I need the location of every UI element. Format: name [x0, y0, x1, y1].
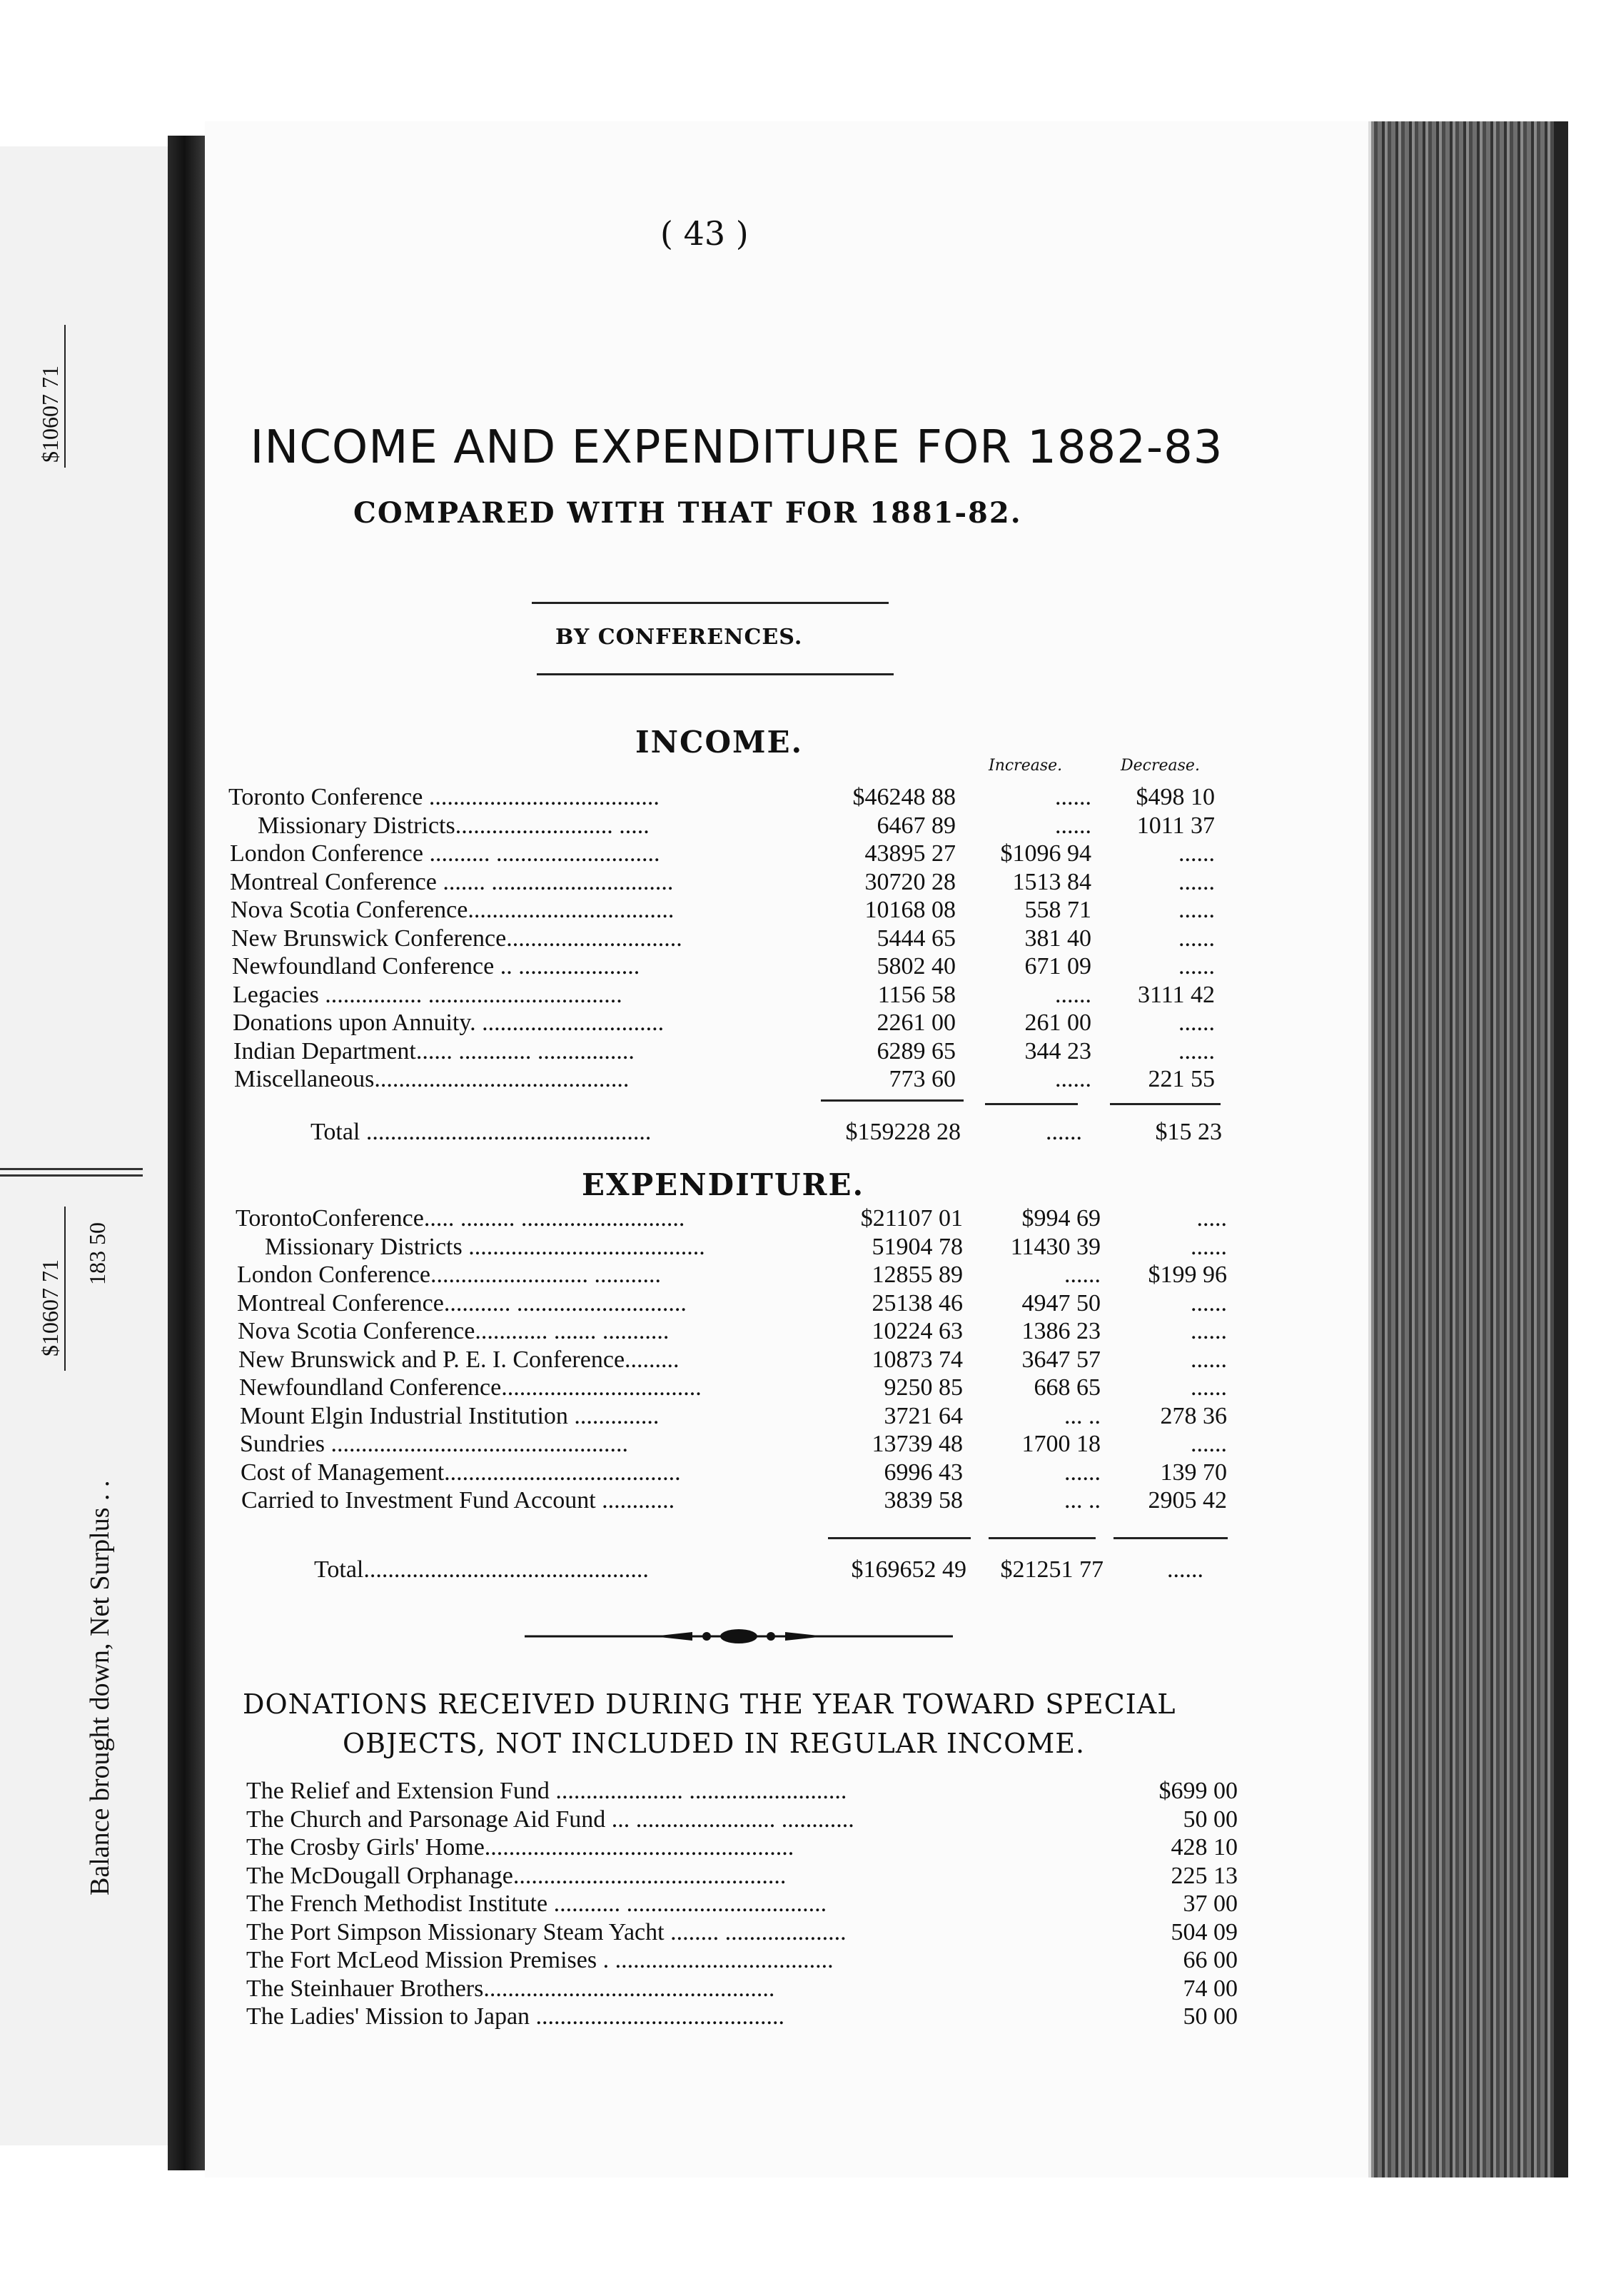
income-total-amount: $159228 28 [845, 1119, 961, 1145]
income-decrease: ...... [1178, 897, 1215, 923]
donation-row [0, 1778, 1616, 1805]
expenditure-decrease: 139 70 [1160, 1459, 1227, 1486]
section-heading: BY CONFERENCES. [555, 625, 803, 650]
page-title: INCOME AND EXPENDITURE FOR 1882-83 [250, 421, 1223, 474]
income-row [0, 1038, 1616, 1065]
expenditure-row [0, 1403, 1616, 1430]
income-increase: 381 40 [1024, 925, 1091, 952]
donation-row [0, 1890, 1616, 1918]
expenditure-amount: 10873 74 [872, 1346, 963, 1373]
donation-row [0, 1806, 1616, 1833]
donations-title-line1: DONATIONS RECEIVED DURING THE YEAR TOWARD SPECIAL [243, 1688, 1176, 1720]
income-amount: 6289 65 [877, 1037, 956, 1064]
expenditure-label: Missionary Districts ....................................... [265, 1233, 705, 1260]
decrease-column-header: Decrease. [1121, 757, 1200, 775]
expenditure-label: Sundries ................................................. [240, 1431, 628, 1457]
expenditure-label: Nova Scotia Conference............ ....... ........... [238, 1318, 670, 1344]
expenditure-label: Mount Elgin Industrial Institution .............. [240, 1402, 660, 1429]
income-label: Montreal Conference ....... .............................. [230, 868, 674, 895]
expenditure-amount: 9250 85 [884, 1374, 963, 1401]
expenditure-label: Montreal Conference........... ............................ [237, 1289, 687, 1316]
donation-amount: 504 09 [1171, 1918, 1238, 1945]
increase-column-header: Increase. [989, 757, 1063, 775]
expenditure-increase: ...... [1064, 1459, 1101, 1486]
donation-label: The Ladies' Mission to Japan ......................................... [246, 2003, 785, 2030]
expenditure-label: Newfoundland Conference................................. [239, 1374, 702, 1401]
income-increase: ...... [1055, 812, 1091, 839]
income-total-decrease: $15 23 [1155, 1119, 1222, 1145]
expenditure-row [0, 1290, 1616, 1317]
expenditure-increase: 3647 57 [1021, 1346, 1101, 1373]
expenditure-increase: 1700 18 [1021, 1431, 1101, 1457]
income-decrease: ...... [1178, 840, 1215, 867]
donation-row [0, 1975, 1616, 2003]
expenditure-decrease: ...... [1191, 1233, 1227, 1260]
income-sum-rule-amount [821, 1099, 964, 1102]
expenditure-decrease: ...... [1191, 1431, 1227, 1457]
left-page-double-rule-bottom [0, 1174, 143, 1177]
income-sum-rule-increase [985, 1103, 1078, 1105]
section-rule-bottom [537, 673, 894, 675]
income-row [0, 1009, 1616, 1037]
income-increase: 261 00 [1024, 1009, 1091, 1036]
expenditure-increase: ...... [1064, 1262, 1101, 1288]
expenditure-decrease: 2905 42 [1148, 1487, 1227, 1514]
income-decrease: 221 55 [1148, 1066, 1215, 1092]
income-increase: ...... [1055, 1066, 1091, 1092]
expenditure-row [0, 1431, 1616, 1458]
donation-label: The Crosby Girls' Home................................................... [246, 1834, 794, 1861]
expenditure-row [0, 1487, 1616, 1514]
page-subtitle: COMPARED WITH THAT FOR 1881-82. [353, 496, 1022, 530]
left-page-rule [64, 325, 66, 468]
expenditure-increase: 1386 23 [1021, 1318, 1101, 1344]
expenditure-total-increase: $21251 77 [1000, 1556, 1104, 1583]
expenditure-increase: ... .. [1064, 1487, 1101, 1514]
income-decrease: ...... [1178, 953, 1215, 980]
income-row [0, 840, 1616, 867]
income-decrease: 1011 37 [1136, 812, 1215, 839]
income-decrease: ...... [1178, 925, 1215, 952]
donation-amount: 225 13 [1171, 1862, 1238, 1889]
donation-amount: 37 00 [1183, 1890, 1238, 1917]
left-mid-amount-2: 183 50 [84, 1222, 110, 1285]
income-row [0, 1066, 1616, 1093]
expenditure-decrease: ...... [1191, 1289, 1227, 1316]
expenditure-row [0, 1318, 1616, 1345]
income-row [0, 953, 1616, 980]
expenditure-amount: 3839 58 [884, 1487, 963, 1514]
expenditure-amount: 6996 43 [884, 1459, 963, 1486]
donation-amount: $699 00 [1158, 1778, 1238, 1804]
income-row [0, 784, 1616, 811]
expenditure-label: London Conference.......................... ........... [237, 1262, 661, 1288]
income-row [0, 897, 1616, 924]
income-amount: $46248 88 [852, 784, 956, 810]
donation-amount: 74 00 [1183, 1975, 1238, 2002]
income-label: Donations upon Annuity. .............................. [233, 1009, 665, 1036]
expenditure-decrease: ..... [1196, 1205, 1227, 1232]
expenditure-label: Cost of Management....................................... [241, 1459, 681, 1486]
expenditure-decrease: ...... [1191, 1346, 1227, 1373]
income-decrease: ...... [1178, 1037, 1215, 1064]
income-amount: 5802 40 [877, 953, 956, 980]
expenditure-row [0, 1346, 1616, 1374]
expenditure-amount: 13739 48 [872, 1431, 963, 1457]
income-total-label: Total ............................................... [310, 1119, 652, 1145]
expenditure-total-label: Total............................................... [314, 1556, 649, 1583]
expenditure-total-row [0, 1556, 1616, 1583]
income-amount: 6467 89 [877, 812, 956, 839]
expenditure-decrease: $199 96 [1148, 1262, 1227, 1288]
expenditure-row [0, 1205, 1616, 1232]
income-decrease: ...... [1178, 1009, 1215, 1036]
expenditure-amount: 25138 46 [872, 1289, 963, 1316]
income-increase: 344 23 [1024, 1037, 1091, 1064]
ornament-divider-icon [525, 1626, 953, 1646]
donation-amount: 50 00 [1183, 2003, 1238, 2030]
donation-amount: 66 00 [1183, 1947, 1238, 1973]
expenditure-label: TorontoConference..... ......... ........................... [236, 1205, 685, 1232]
income-label: Missionary Districts.......................... ..... [258, 812, 650, 839]
income-amount: 1156 58 [877, 981, 956, 1008]
donation-label: The French Methodist Institute ........... ................................. [246, 1890, 827, 1917]
income-label: Newfoundland Conference .. .................... [232, 953, 640, 980]
donation-amount: 50 00 [1183, 1806, 1238, 1833]
income-amount: 30720 28 [864, 868, 956, 895]
expenditure-sum-rule-decrease [1113, 1537, 1228, 1539]
income-label: Toronto Conference ...................................... [228, 784, 660, 810]
donation-row [0, 1919, 1616, 1946]
expenditure-increase: ... .. [1064, 1402, 1101, 1429]
expenditure-decrease: 278 36 [1160, 1402, 1227, 1429]
income-row [0, 925, 1616, 952]
expenditure-row [0, 1234, 1616, 1261]
expenditure-amount: 12855 89 [872, 1262, 963, 1288]
expenditure-label: New Brunswick and P. E. I. Conference......... [238, 1346, 680, 1373]
expenditure-total-decrease: ...... [1167, 1556, 1203, 1583]
donation-label: The Church and Parsonage Aid Fund ... ....................... ............ [246, 1806, 854, 1833]
income-increase: 558 71 [1024, 897, 1091, 923]
income-amount: 773 60 [889, 1066, 956, 1092]
income-label: Legacies ................ ................................ [233, 981, 622, 1008]
donation-label: The Relief and Extension Fund ..................... .......................... [246, 1778, 847, 1804]
expenditure-amount: $21107 01 [860, 1205, 963, 1232]
income-increase: 1513 84 [1012, 868, 1091, 895]
income-increase: ...... [1055, 784, 1091, 810]
income-increase: $1096 94 [1000, 840, 1091, 867]
income-decrease: $498 10 [1136, 784, 1215, 810]
income-row [0, 982, 1616, 1009]
income-row [0, 869, 1616, 896]
donation-label: The Fort McLeod Mission Premises . .................................... [246, 1947, 834, 1973]
donation-label: The McDougall Orphanage............................................. [246, 1862, 787, 1889]
expenditure-row [0, 1459, 1616, 1486]
expenditure-label: Carried to Investment Fund Account ............ [241, 1487, 675, 1514]
expenditure-sum-rule-amount [828, 1537, 971, 1539]
expenditure-decrease: ...... [1191, 1318, 1227, 1344]
expenditure-increase: 11430 39 [1010, 1233, 1101, 1260]
donation-amount: 428 10 [1171, 1834, 1238, 1861]
page-number: ( 43 ) [660, 214, 749, 253]
income-decrease: ...... [1178, 868, 1215, 895]
donation-label: The Steinhauer Brothers................................................ [246, 1975, 775, 2002]
donation-row [0, 2003, 1616, 2030]
left-mid-amount: $10607 71 [37, 1259, 63, 1356]
expenditure-amount: 51904 78 [872, 1233, 963, 1260]
expenditure-amount: 3721 64 [884, 1402, 963, 1429]
income-label: New Brunswick Conference............................. [231, 925, 682, 952]
expenditure-row [0, 1262, 1616, 1289]
section-rule-top [532, 602, 889, 604]
income-increase: ...... [1055, 981, 1091, 1008]
income-total-row [0, 1119, 1616, 1146]
income-amount: 2261 00 [877, 1009, 956, 1036]
income-amount: 43895 27 [864, 840, 956, 867]
left-page-double-rule-top [0, 1168, 143, 1170]
income-amount: 5444 65 [877, 925, 956, 952]
donation-row [0, 1834, 1616, 1861]
income-decrease: 3111 42 [1138, 981, 1215, 1008]
income-row [0, 812, 1616, 840]
income-total-increase: ...... [1046, 1119, 1082, 1145]
donation-row [0, 1947, 1616, 1974]
income-heading: INCOME. [635, 725, 804, 760]
income-amount: 10168 08 [864, 897, 956, 923]
income-sum-rule-decrease [1110, 1103, 1221, 1105]
donation-label: The Port Simpson Missionary Steam Yacht ........ .................... [246, 1918, 847, 1945]
expenditure-heading: EXPENDITURE. [582, 1167, 865, 1202]
income-label: Miscellaneous.......................................... [234, 1066, 630, 1092]
expenditure-row [0, 1374, 1616, 1401]
left-top-amount: $10607 71 [37, 366, 63, 463]
expenditure-increase: $994 69 [1021, 1205, 1101, 1232]
left-side-label: Balance brought down, Net Surplus . . [85, 1480, 115, 1895]
donation-row [0, 1863, 1616, 1890]
expenditure-sum-rule-increase [989, 1537, 1096, 1539]
expenditure-increase: 668 65 [1034, 1374, 1101, 1401]
income-label: Indian Department...... ............ ................ [233, 1037, 635, 1064]
donations-title-line2: OBJECTS, NOT INCLUDED IN REGULAR INCOME. [343, 1728, 1086, 1759]
expenditure-increase: 4947 50 [1021, 1289, 1101, 1316]
expenditure-amount: 10224 63 [872, 1318, 963, 1344]
income-label: Nova Scotia Conference.................................. [231, 897, 675, 923]
income-increase: 671 09 [1024, 953, 1091, 980]
expenditure-total-amount: $169652 49 [851, 1556, 966, 1583]
expenditure-decrease: ...... [1191, 1374, 1227, 1401]
income-label: London Conference .......... ........................... [230, 840, 660, 867]
